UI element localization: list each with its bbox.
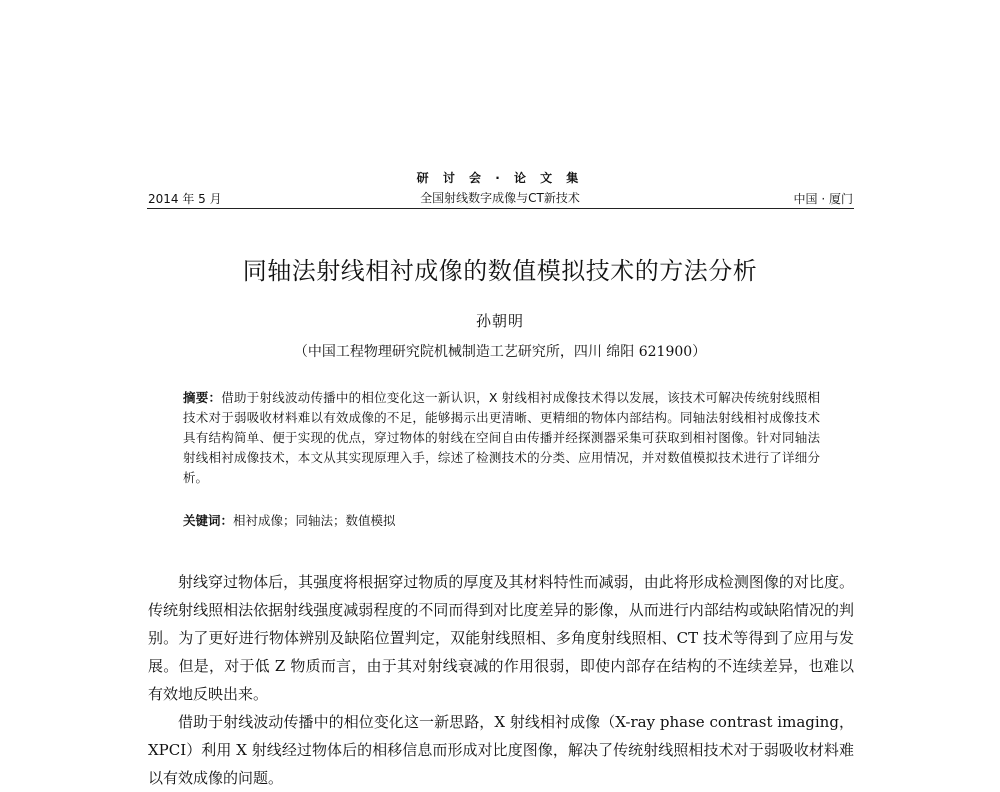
publication-date: 2014 年 5 月 [148,192,222,206]
keywords-label: 关键词： [183,513,234,528]
body-paragraph: 射线穿过物体后，其强度将根据穿过物质的厚度及其材料特性而减弱，由此将形成检测图像的对比度。传统射线照相法依据射线强度减弱程度的不同而得到对比度差异的影像，从而进行内部结构或缺陷情况的判别。为了更好进行物体辨别及缺陷位置判定，双能射线照相、多角度射线照相、CT 技术等得到了应用与发展。但是，对于低 Z 物质而言，由于其对射线衰减的作用很弱，即使内部存在结构的不连续差异，也难以有效地反映出来。 [148,573,854,703]
paper-title: 同轴法射线相衬成像的数值模拟技术的方法分析 [242,257,758,285]
conference-location: 中国 · 厦门 [793,192,853,206]
body-text [148,568,854,792]
author-name: 孙朝明 [475,312,524,330]
body-paragraph: 借助于射线波动传播中的相位变化这一新思路，X 射线相衬成像（X-ray phase contrast imaging，XPCI）利用 X 射线经过物体后的相移信息而形成对比度图像，解决了传统射线照相技术对于弱吸收材料难以有效成像的问题。 [148,713,854,787]
header-rule [147,208,854,209]
proceedings-series: 研 讨 会 · 论 文 集 [416,171,584,185]
abstract-label: 摘要： [183,390,222,405]
keywords [183,511,396,531]
keywords-text: 相衬成像；同轴法；数值模拟 [233,513,396,528]
abstract [183,388,820,488]
conference-name: 全国射线数字成像与CT新技术 [420,191,580,205]
abstract-text: 借助于射线波动传播中的相位变化这一新认识，X 射线相衬成像技术得以发展，该技术可解决传统射线照相技术对于弱吸收材料难以有效成像的不足，能够揭示出更清晰、更精细的物体内部结构。同轴法射线相衬成像技术具有结构简单、便于实现的优点，穿过物体的射线在空间自由传播并经探测器采集可获取到相衬图像。针对同轴法射线相衬成像技术，本文从其实现原理入手，综述了检测技术的分类、应用情况，并对数值模拟技术进行了详细分析。 [183,390,820,485]
author-affiliation: （中国工程物理研究院机械制造工艺研究所，四川 绵阳 621900） [293,344,707,360]
